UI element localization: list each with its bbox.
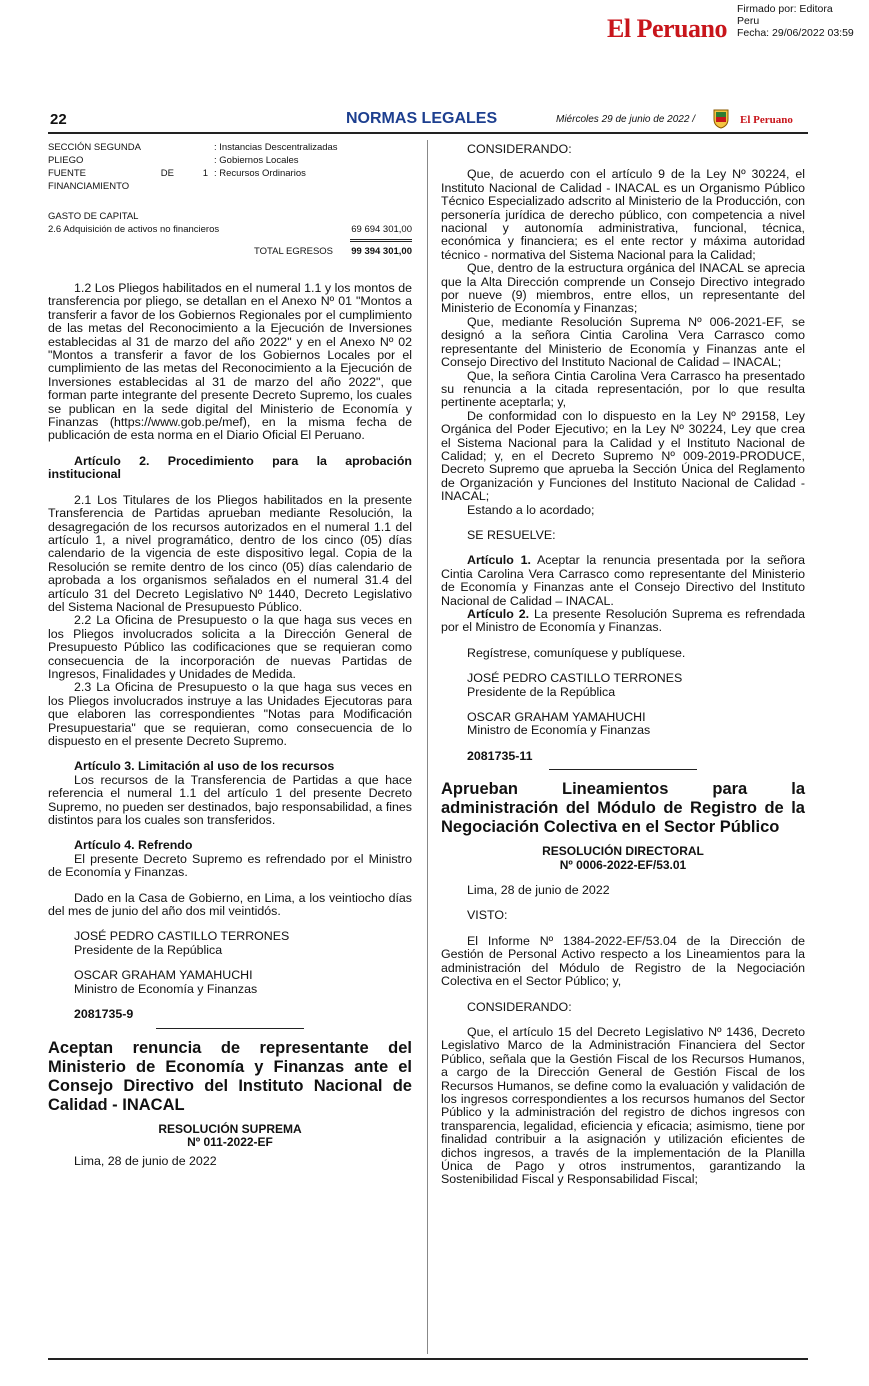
- signature-line: Firmado por: Editora: [737, 3, 833, 15]
- resolution-number: Nº 0006-2022-EF/53.01: [559, 857, 687, 872]
- paragraph: Regístrese, comuníquese y publíquese.: [467, 645, 686, 660]
- signatory-role: Ministro de Economía y Finanzas: [74, 981, 258, 996]
- table-row: SECCIÓN SEGUNDA : Instancias Descentralizadas: [48, 142, 338, 153]
- expense-type: GASTO DE CAPITAL: [48, 211, 139, 222]
- resolution-date: Lima, 28 de junio de 2022: [467, 883, 610, 898]
- resolution-title: RESOLUCIÓN SUPREMA: [158, 1121, 302, 1136]
- section-label: CONSIDERANDO:: [467, 142, 572, 156]
- resolution-title: RESOLUCIÓN DIRECTORAL: [542, 844, 704, 859]
- signature-line: Fecha: 29/06/2022 03:59: [737, 27, 854, 39]
- signatory-role: Presidente de la República: [467, 684, 616, 699]
- section-label: CONSIDERANDO:: [467, 999, 572, 1014]
- signature-line: Peru: [737, 15, 760, 27]
- section-label: SE RESUELVE:: [467, 527, 556, 542]
- column-divider: [427, 140, 428, 1354]
- paragraph: El Informe Nº 1384-2022-EF/53.04 de la Dirección de Gestión de Personal Activo respecto a los Lineamientos para la administración del Módulo de Registro de la Negociación Colectiva en el Sector Público; y,: [441, 933, 805, 989]
- paragraph: 2.2 La Oficina de Presupuesto o la que haga sus veces en los Pliegos involucrados solicita a la Dirección General de Presupuesto Público las codificaciones que se requieran como consecuencia de la incorporación de nuevas Partidas de Ingresos, Finalidades y Unidades de Medida.: [48, 613, 412, 681]
- header-date: Miércoles 29 de junio de 2022 /: [556, 114, 695, 125]
- paragraph: 1.2 Los Pliegos habilitados en el numeral 1.1 y los montos de transferencia por pliego, se detallan en el Anexo Nº 01 "Montos a transferir a favor de los Gobiernos Regionales por el cumplimiento de las metas del Reconocimiento a la Ejecución de Inversiones establecidas al 31 de marzo del año 2022" y en el Anexo Nº 02 "Montos a transferir a favor de los Gobiernos Locales por el cumplimiento de las metas del Reconocimiento a la Ejecución de Inversiones establecidas al 31 de marzo del año 2022", que forman parte integrante del presente Decreto Supremo, los cuales se publican en la sede digital del Ministerio de Economía y Finanzas (https://www.gob.pe/mef), en la misma fecha de publicación de esta norma en el Diario Oficial El Peruano.: [48, 281, 412, 443]
- signatory-role: Ministro de Economía y Finanzas: [467, 723, 651, 738]
- total-row: TOTAL EGRESOS 99 394 301,00: [254, 246, 412, 257]
- section-label: VISTO:: [467, 908, 508, 923]
- article-heading: Artículo 4. Refrendo: [74, 838, 193, 853]
- signatory-name: JOSÉ PEDRO CASTILLO TERRONES: [74, 929, 290, 944]
- signatory-role: Presidente de la República: [74, 942, 223, 957]
- headline: Aceptan renuncia de representante del Ministerio de Economía y Finanzas ante el Consejo Directivo del Instituto Nacional de Calidad - INACAL: [48, 1038, 412, 1114]
- digital-signature: [737, 3, 854, 39]
- header-paper-name: El Peruano: [740, 114, 793, 126]
- article-heading: Artículo 3. Limitación al uso de los recursos: [74, 759, 335, 774]
- resolution-number: Nº 011-2022-EF: [187, 1134, 273, 1149]
- paragraph: Dado en la Casa de Gobierno, en Lima, a los veintiocho días del mes de junio del año dos mil veintidós.: [48, 890, 412, 919]
- paragraph: 2.3 La Oficina de Presupuesto o la que haga sus veces en los Pliegos involucrados instruye a las Unidades Ejecutoras para que elaboren las correspondientes "Notas para Modificación Presupuestaria" que se requieran, como consecuencia de lo dispuesto en el presente Decreto Supremo.: [48, 680, 412, 748]
- left-column: [48, 141, 412, 1169]
- resolution-date: Lima, 28 de junio de 2022: [74, 1154, 217, 1169]
- section-title: NORMAS LEGALES: [346, 110, 498, 127]
- signatory-name: OSCAR GRAHAM YAMAHUCHI: [467, 710, 646, 725]
- paragraph: Que, de acuerdo con el artículo 9 de la Ley Nº 30224, el Instituto Nacional de Calidad - INACAL es un Organismo Público Técnico Especializado adscrito al Ministerio de la Producción, con personería jurídica de derecho público, con competencia a nivel nacional y autonomía administrativa, funcional, técnica, económica y financiera; es el ente rector y máxima autoridad técnico - normativa del Sistema Nacional para la Calidad;: [441, 167, 805, 262]
- page-number: 22: [50, 111, 67, 128]
- budget-table: [48, 141, 412, 258]
- document-code: 2081735-9: [74, 1007, 134, 1022]
- article-heading: Artículo 2. Procedimiento para la aprobación institucional: [48, 453, 412, 482]
- paragraph: 2.1 Los Titulares de los Pliegos habilitados en la presente Transferencia de Partidas aprueban mediante Resolución, la desagregación de los recursos autorizados en el numeral 1.1 del artículo 1, a nivel programático, dentro de los cinco (05) días calendario de la vigencia de este dispositivo legal. Copia de la Resolución se remite dentro de los cinco (05) días calendario de aprobada a los organismos señalados en el numeral 31.4 del artículo 31 del Decreto Legislativo Nº 1440, Decreto Legislativo del Sistema Nacional de Presupuesto Público.: [48, 492, 412, 614]
- paragraph: Que, dentro de la estructura orgánica del INACAL se aprecia que la Alta Dirección comprende un Consejo Directivo integrado por nueve (9) miembros, entre ellos, un representante del Ministerio de Economía y Finanzas;: [441, 261, 805, 316]
- paragraph: Que, la señora Cintia Carolina Vera Carrasco ha presentado su renuncia a la citada representación, por lo que resulta pertinente aceptarla; y,: [441, 368, 805, 410]
- article-paragraph: Artículo 2. La presente Resolución Suprema es refrendada por el Ministro de Economía y Finanzas.: [441, 607, 806, 635]
- table-row: FUENTE DE FINANCIAMIENTO 1 : Recursos Ordinarios: [48, 168, 306, 192]
- sum-rule: [350, 236, 412, 242]
- paragraph: Los recursos de la Transferencia de Partidas a que hace referencia el numeral 1.1 del artículo 1 del presente Decreto Supremo, no pueden ser destinados, bajo responsabilidad, a fines distintos para los cuales son transferidos.: [48, 772, 412, 828]
- paragraph: El presente Decreto Supremo es refrendado por el Ministro de Economía y Finanzas.: [48, 851, 412, 880]
- paragraph: Que, mediante Resolución Suprema Nº 006-2021-EF, se designó a la señora Cintia Carolina Vera Carrasco como representante del Ministerio de Economía y Finanzas ante el Consejo Directivo del Instituto Nacional de Calidad – INACAL;: [441, 314, 805, 370]
- right-column: [441, 143, 805, 1187]
- header-rule: [48, 132, 808, 134]
- paragraph: Que, el artículo 15 del Decreto Legislativo Nº 1436, Decreto Legislativo Marco de la Administración Financiera del Sector Público, señala que la Gestión Fiscal de los Recursos Humanos, a cargo de la Dirección General de Gestión Fiscal de los Recursos Humanos, se define como la evaluación y validación de los ingresos correspondientes a los recursos humanos del Sector Público y la administración del registro de dichos ingresos con transparencia, legalidad, eficiencia y eficacia; asimismo, tiene por finalidad contribuir a la asignación y utilización eficientes de dichos ingresos, a través de la implementación de la Planilla Única de Pago y otros instrumentos, garantizando la Sostenibilidad Fiscal y Responsabilidad Fiscal;: [441, 1024, 805, 1187]
- table-row: PLIEGO : Gobiernos Locales: [48, 155, 299, 166]
- paragraph: De conformidad con lo dispuesto en la Ley Nº 29158, Ley Orgánica del Poder Ejecutivo; en la Ley Nº 30224, Ley que crea el Sistema Nacional para la Calidad y el Instituto Nacional de Calidad; y, en el Decreto Supremo Nº 009-2019-PRODUCE, Decreto Supremo que aprueba la Sección Única del Reglamento de Organización y Funciones del Instituto Nacional de Calidad - INACAL;: [441, 408, 805, 504]
- article-paragraph: Artículo 1. Aceptar la renuncia presentada por la señora Cintia Carolina Vera Carrasco como representante del Ministerio de Economía y Finanzas ante el Consejo Directivo del Instituto Nacional de Calidad – INACAL.: [441, 553, 805, 608]
- signatory-name: JOSÉ PEDRO CASTILLO TERRONES: [467, 671, 683, 686]
- table-row: 2.6 Adquisición de activos no financieros 69 694 301,00: [48, 224, 412, 235]
- headline: Aprueban Lineamientos para la administración del Módulo de Registro de la Negociación Colectiva en el Sector Público: [441, 780, 805, 837]
- paragraph: Estando a lo acordado;: [467, 502, 595, 517]
- el-peruano-logo: El Peruano: [607, 14, 727, 43]
- signatory-name: OSCAR GRAHAM YAMAHUCHI: [74, 968, 253, 983]
- footer-rule: [48, 1358, 808, 1360]
- document-code: 2081735-11: [467, 748, 533, 763]
- coat-of-arms-icon: [711, 107, 731, 129]
